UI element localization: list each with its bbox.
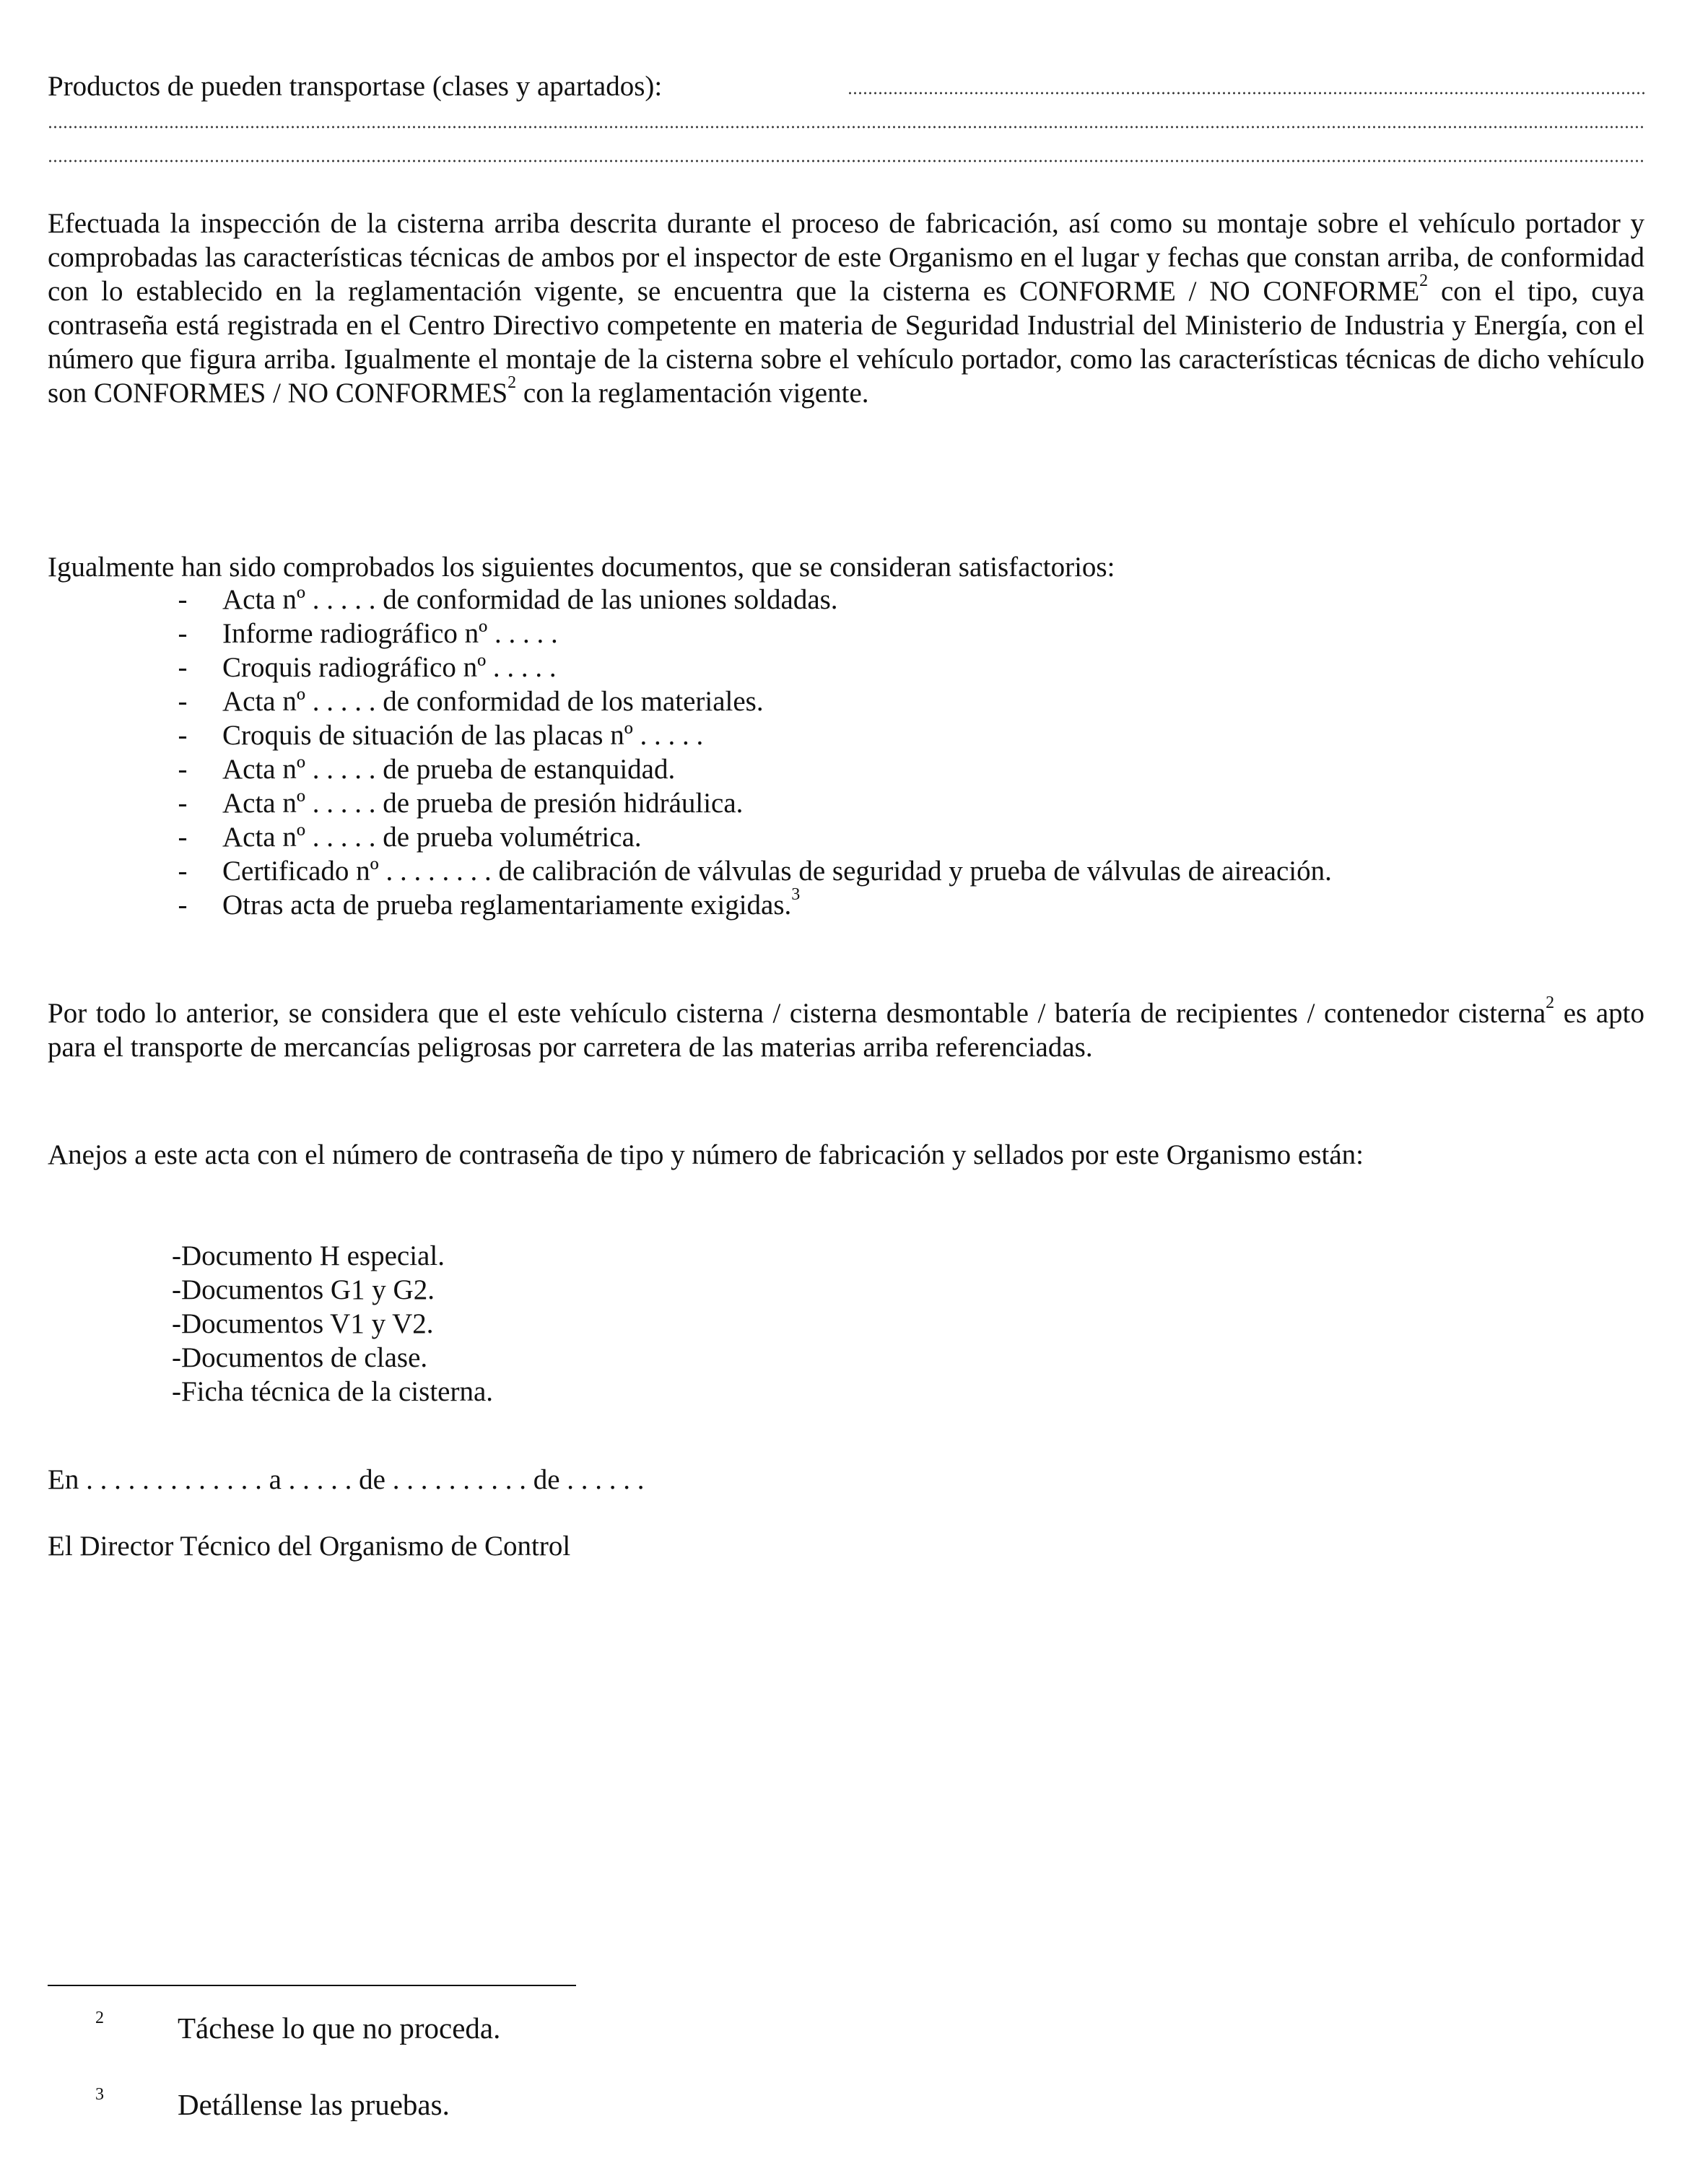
conformity-text-3: con la reglamentación vigente. [516,378,869,409]
document-item: - Acta nº . . . . . de prueba de estanquidad. [222,752,1644,786]
conformity-text-1: Efectuada la inspección de la cisterna arriba descrita durante el proceso de fabricación, así como su montaje sobre el vehículo portador y comprobadas las características técnicas de ambos por el inspector de este Organismo en el lugar y fechas que constan arriba, de conformidad con lo establecido en la reglamentación vigente, se encuentra que la cisterna es CONFORME / NO CONFORME [48,208,1644,307]
products-dotted-line-2 [48,126,1644,129]
footnote-text: Detállense las pruebas. [178,2088,450,2121]
bullet-dash: - [178,584,188,615]
bullet-dash: - [178,720,188,751]
annexes-intro: Anejos a este acta con el número de contraseña de tipo y número de fabricación y sellados por este Organismo están: [48,1139,1364,1170]
suitability-text-1: Por todo lo anterior, se considera que el este vehículo cisterna / cisterna desmontable / batería de recipientes / contenedor cisterna [48,998,1546,1029]
footnote-mark: 2 [95,2009,104,2027]
footnote-separator [48,1985,576,1986]
document-page [48,0,1644,2184]
footnote-ref-3: 3 [791,885,801,904]
annex-item: -Ficha técnica de la cisterna. [172,1376,494,1407]
suitability-paragraph [48,993,1644,1064]
footnote-ref-2: 2 [507,373,517,392]
annex-item: -Documentos de clase. [172,1342,428,1373]
footnote-text: Táchese lo que no proceda. [178,2011,501,2045]
conformity-text-2: con el tipo, cuya contraseña está registrada en el Centro Directivo competente en materia de Seguridad Industrial del Ministerio de Industria y Energía, con el número que figura arriba. Igualmente el montaje de la cisterna sobre el vehículo portador, como las características técnicas de dicho vehículo son CONFORMES / NO CONFORMES [48,276,1644,409]
products-dotted-line-3 [48,160,1644,162]
place-date-line: En . . . . . . . . . . . . . a . . . . . de . . . . . . . . . . de . . . . . . [48,1464,645,1495]
document-item: - Acta nº . . . . . de conformidad de los materiales. [222,684,1644,718]
document-item: - Informe radiográfico nº . . . . . [222,617,1644,651]
document-item: - Croquis radiográfico nº . . . . . [222,651,1644,684]
annexes-list [172,1239,1255,1409]
document-item: - Certificado nº . . . . . . . . de calibración de válvulas de seguridad y prueba de válvulas de aireación. [222,854,1644,888]
products-field [48,69,1644,103]
annex-item: -Documento H especial. [172,1240,445,1271]
bullet-dash: - [178,889,188,921]
bullet-dash: - [178,618,188,649]
document-item: - Acta nº . . . . . de prueba de presión hidráulica. [222,786,1644,820]
document-item: - Otras acta de prueba reglamentariamente exigidas.$^3$ [222,888,1644,922]
footnote-ref-2: 2 [1546,993,1555,1012]
document-item: - Acta nº . . . . . de conformidad de las uniones soldadas. [222,583,1644,617]
bullet-dash: - [178,686,188,717]
bullet-dash: - [178,822,188,853]
bullet-dash: - [178,788,188,819]
suitability-text-2: es apto para el transporte de mercancías peligrosas por carretera de las materias arriba referenciadas. [48,998,1644,1063]
products-label: Productos de pueden transportase (clases y apartados): [48,71,663,102]
signature-line: El Director Técnico del Organismo de Control [48,1531,571,1562]
footnote-ref-2: 2 [1419,271,1429,290]
conformity-paragraph [48,206,1644,410]
document-item: - Croquis de situación de las placas nº . . . . . [222,718,1644,752]
bullet-dash: - [178,754,188,785]
bullet-dash: - [178,652,188,683]
bullet-dash: - [178,856,188,887]
documents-intro: Igualmente han sido comprobados los siguientes documentos, que se consideran satisfactorios: [48,552,1115,583]
products-dotted-line-1 [848,92,1644,95]
annex-item: -Documentos V1 y V2. [172,1308,434,1339]
document-item: - Acta nº . . . . . de prueba volumétrica. [222,820,1644,854]
footnote-mark: 3 [95,2085,104,2104]
documents-list [178,583,1644,922]
annex-item: -Documentos G1 y G2. [172,1274,435,1305]
